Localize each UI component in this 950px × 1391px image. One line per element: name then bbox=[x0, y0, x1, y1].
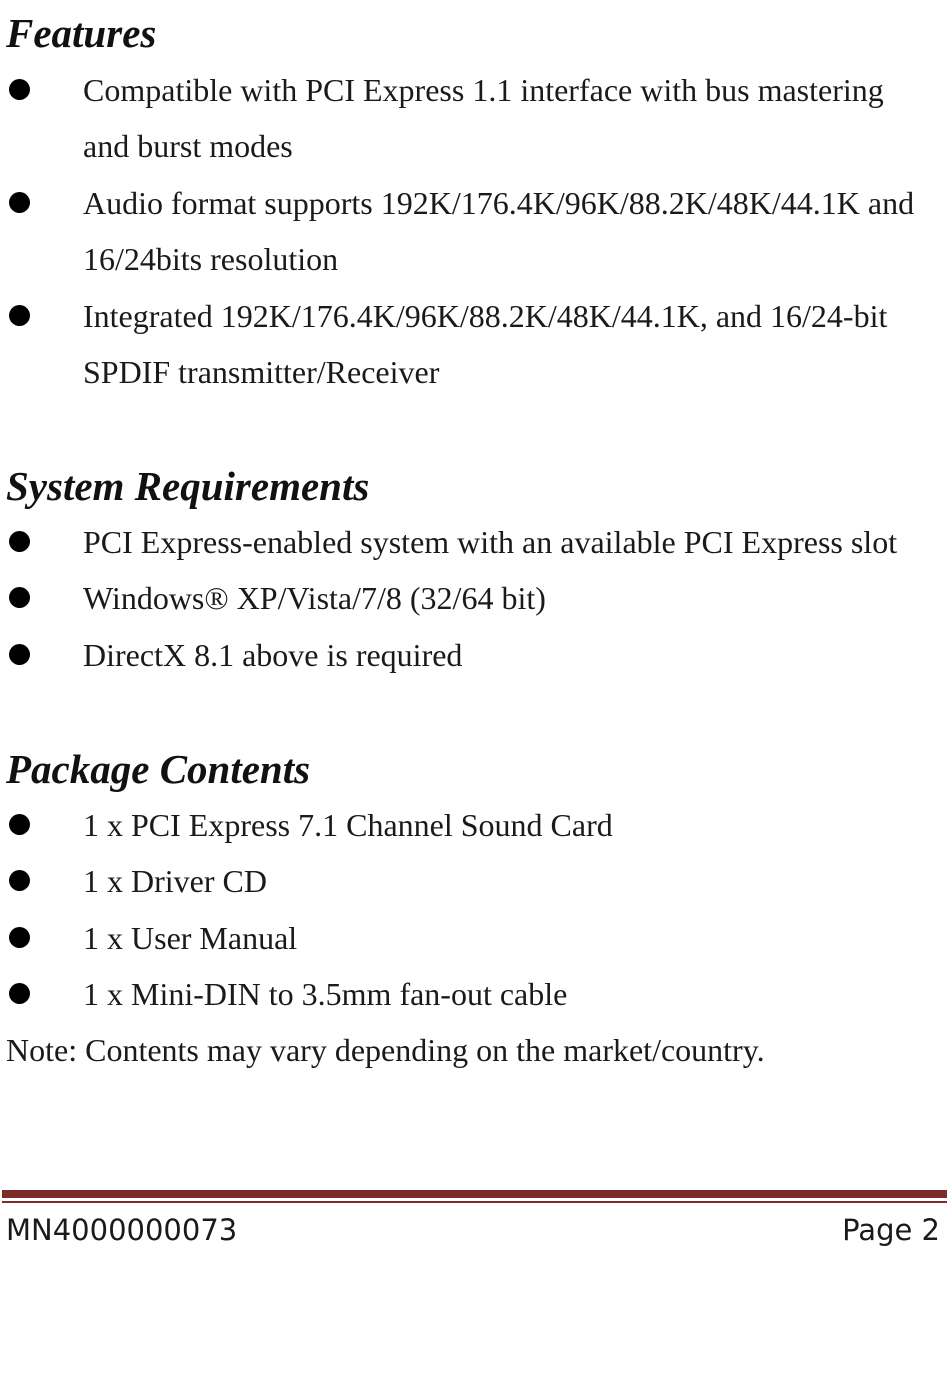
list-item-text: Windows® XP/Vista/7/8 (32/64 bit) bbox=[83, 580, 546, 616]
system-requirements-heading: System Requirements bbox=[6, 463, 370, 509]
list-item-text: Compatible with PCI Express 1.1 interface with bus mastering and burst modes bbox=[83, 72, 884, 164]
features-heading: Features bbox=[6, 10, 157, 56]
list-item-text: PCI Express-enabled system with an available PCI Express slot bbox=[83, 524, 898, 560]
footer-rule-thick bbox=[2, 1190, 947, 1198]
bullet-icon bbox=[9, 531, 30, 552]
list-item-text: 1 x Driver CD bbox=[83, 863, 267, 899]
list-item-text: DirectX 8.1 above is required bbox=[83, 637, 463, 673]
package-contents-heading: Package Contents bbox=[6, 746, 311, 792]
package-note: Note: Contents may vary depending on the market/country. bbox=[6, 1032, 765, 1068]
document-id: MN4000000073 bbox=[6, 1213, 238, 1247]
bullet-icon bbox=[9, 814, 30, 835]
bullet-icon bbox=[9, 983, 30, 1004]
bullet-icon bbox=[9, 79, 30, 100]
bullet-icon bbox=[9, 587, 30, 608]
list-item-text: 1 x PCI Express 7.1 Channel Sound Card bbox=[83, 807, 613, 843]
list-item-text: Audio format supports 192K/176.4K/96K/88.2K/48K/44.1K and 16/24bits resolution bbox=[83, 185, 915, 277]
bullet-icon bbox=[9, 305, 30, 326]
page-number: Page 2 bbox=[842, 1213, 940, 1247]
bullet-icon bbox=[9, 644, 30, 665]
footer-rule-thin bbox=[2, 1201, 947, 1203]
list-item-text: 1 x User Manual bbox=[83, 920, 298, 956]
bullet-icon bbox=[9, 927, 30, 948]
list-item-text: Integrated 192K/176.4K/96K/88.2K/48K/44.1K, and 16/24-bit SPDIF transmitter/Receiver bbox=[83, 298, 888, 390]
bullet-icon bbox=[9, 870, 30, 891]
bullet-icon bbox=[9, 192, 30, 213]
list-item-text: 1 x Mini-DIN to 3.5mm fan-out cable bbox=[83, 976, 568, 1012]
